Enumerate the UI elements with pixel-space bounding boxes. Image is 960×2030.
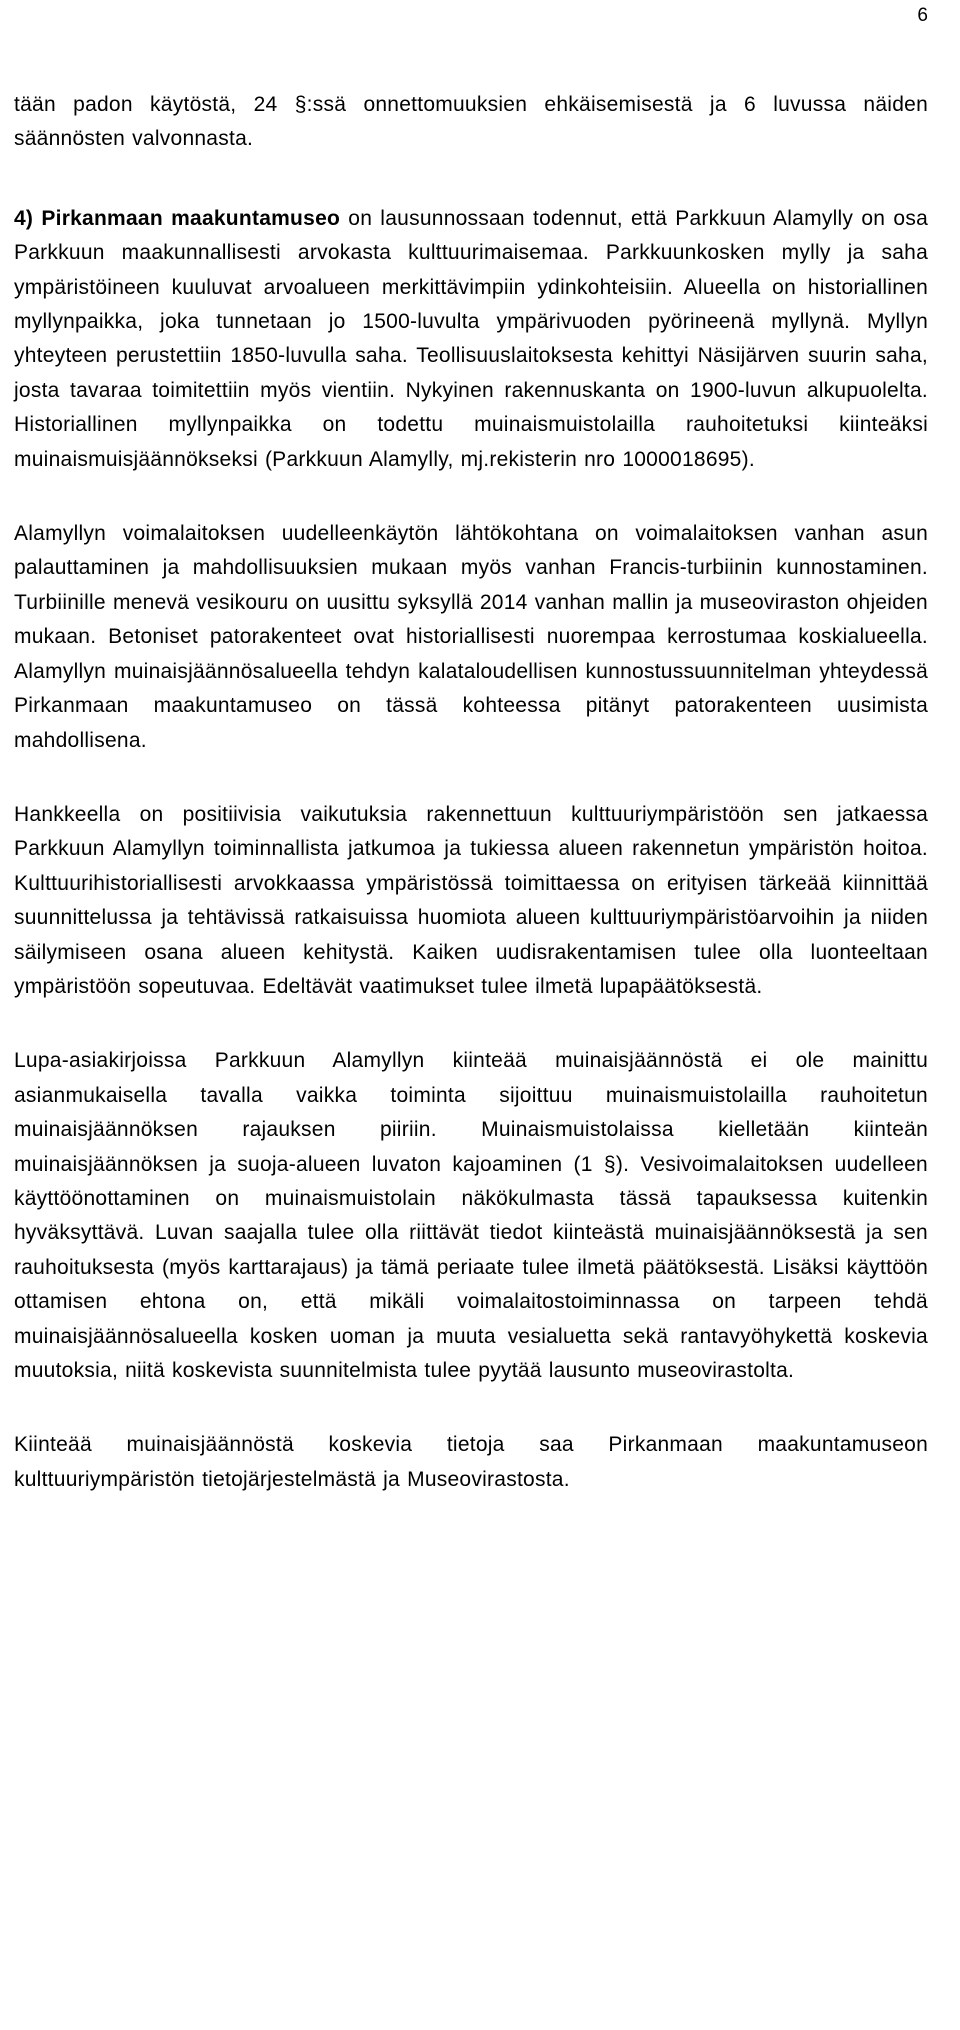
document-body: [14, 88, 928, 1537]
statement-body: on lausunnossaan todennut, että Parkkuun Alamylly on osa Parkkuun maakunnallisesti arvokasta kulttuurimaisemaa. Parkkuunkosken mylly ja saha ympäristöineen kuuluvat arvoalueen merkittävimpiin ydinkohteisiin. Alueella on historiallinen myllynpaikka, joka tunnetaan jo 1500-luvulta ympärivuoden pyörineenä myllynä. Myllyn yhteyteen perustettiin 1850-luvulla saha. Teollisuuslaitoksesta kehittyi Näsijärven suurin saha, josta tavaraa toimitettiin myös vientiin. Nykyinen rakennuskanta on 1900-luvun alkupuolelta. Historiallinen myllynpaikka on todettu muinaismuistolailla rauhoitetuksi kiinteäksi muinaismuisjäännökseksi (Parkkuun Alamylly, mj.rekisterin nro 1000018695).: [14, 206, 928, 471]
paragraph-power-plant-reuse: Alamyllyn voimalaitoksen uudelleenkäytön lähtökohtana on voimalaitoksen vanhan asun palauttaminen ja mahdollisuuksien mukaan myös vanhan Francis-turbiinin kunnostaminen. Turbiinille menevä vesikouru on uusittu syksyllä 2014 vanhan mallin ja museoviraston ohjeiden mukaan. Betoniset patorakenteet ovat historiallisesti nuorempaa kerrostumaa koskialueella. Alamyllyn muinaisjäännösalueella tehdyn kalataloudellisen kunnostussuunnitelman yhteydessä Pirkanmaan maakuntamuseo on tässä kohteessa pitänyt patorakenteen uusimista mahdollisena.: [14, 522, 928, 752]
paragraph-info-source: Kiinteää muinaisjäännöstä koskevia tietoja saa Pirkanmaan maakuntamuseon kulttuuriympäristön tietojärjestelmästä ja Museovirastosta.: [14, 1433, 928, 1491]
page-number: 6: [917, 5, 928, 26]
paragraph-continuation: tään padon käytöstä, 24 §:ssä onnettomuuksien ehkäisemisestä ja 6 luvussa näiden säännösten valvonnasta.: [14, 93, 928, 151]
paragraph-cultural-impact: Hankkeella on positiivisia vaikutuksia rakennettuun kulttuuriympäristöön sen jatkaessa Parkkuun Alamyllyn toiminnallista jatkumoa ja tukiessa alueen rakennetun ympäristön hoitoa. Kulttuurihistoriallisesti arvokkaassa ympäristössä toimittaessa on erityisen tärkeää kiinnittää suunnittelussa ja tehtävissä ratkaisuissa huomiota alueen kulttuuriympäristöarvoihin ja niiden säilymiseen osana alueen kehitystä. Kaiken uudisrakentamisen tulee olla luonteeltaan ympäristöön sopeutuvaa. Edeltävät vaatimukset tulee ilmetä lupapäätöksestä.: [14, 802, 928, 998]
paragraph-museum-statement: [14, 202, 928, 477]
paragraph-permit-documents: Lupa-asiakirjoissa Parkkuun Alamyllyn kiinteää muinaisjäännöstä ei ole mainittu asianmukaisella tavalla vaikka toiminta sijoittuu muinaismuistolailla rauhoitetun muinaisjäännöksen rajauksen piiriin. Muinaismuistolaissa kielletään kiinteän muinaisjäännöksen ja suoja-alueen luvaton kajoaminen (1 §). Vesivoimalaitoksen uudelleen käyttöönottaminen on muinaismuistolain näkökulmasta tässä tapauksessa kuitenkin hyväksyttävä. Luvan saajalla tulee olla riittävät tiedot kiinteästä muinaisjäännöksestä ja sen rauhoituksesta (myös karttarajaus) ja tämä periaate tulee ilmetä päätöksestä. Lisäksi käyttöön ottamisen ehtona on, että mikäli voimalaitostoiminnassa on tarpeen tehdä muinaisjäännösalueella kosken uoman ja muuta vesialuetta sekä rantavyöhykettä koskevia muutoksia, niitä koskevista suunnitelmista tulee pyytää lausunto museovirastolta.: [14, 1049, 928, 1382]
statement-party-heading: 4) Pirkanmaan maakuntamuseo: [14, 206, 341, 230]
